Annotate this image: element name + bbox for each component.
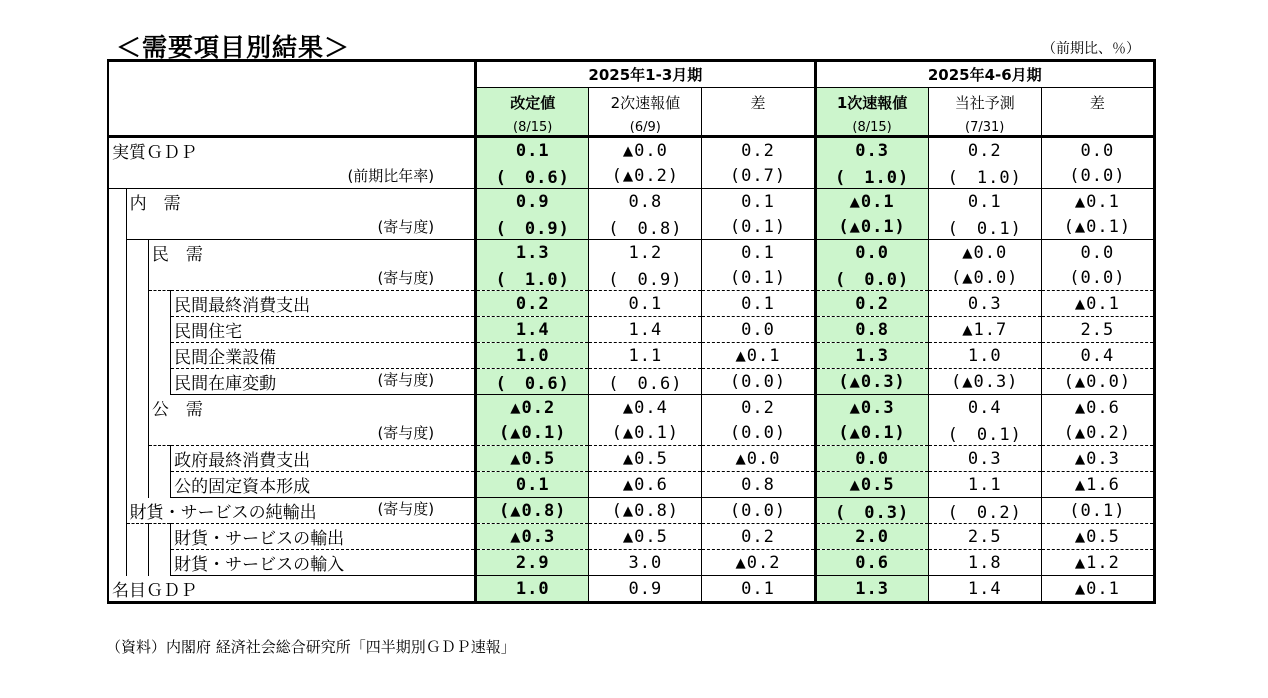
col-q1-revised-name: 改定値	[510, 94, 556, 112]
row-label	[148, 420, 475, 446]
value-cell: ( 0.6)	[476, 163, 589, 189]
table-row	[108, 550, 1155, 576]
value-cell: 0.8	[815, 317, 928, 343]
row-sublabel: (寄与度)	[377, 500, 435, 518]
value-cell: 1.4	[589, 317, 702, 343]
indent-spacer	[108, 214, 126, 240]
value-cell: 0.9	[476, 189, 589, 215]
row-sublabel: (寄与度)	[377, 269, 435, 287]
row-label	[126, 498, 475, 524]
value-cell: 0.6	[815, 550, 928, 576]
indent-spacer	[108, 524, 126, 550]
value-cell: ▲0.2	[476, 395, 589, 421]
row-label-text: 民間住宅	[174, 322, 243, 342]
value-cell: ( 1.0)	[928, 163, 1041, 189]
value-cell: ▲0.1	[815, 189, 928, 215]
value-cell: 0.2	[928, 137, 1041, 164]
row-label	[171, 343, 476, 369]
value-cell: 0.1	[702, 240, 815, 266]
row-label	[148, 240, 475, 266]
row-label	[108, 163, 476, 189]
value-cell: (▲0.1)	[589, 420, 702, 446]
value-cell: (▲0.0)	[1041, 369, 1154, 395]
value-cell: (▲0.8)	[589, 498, 702, 524]
col-q2-forecast-name: 当社予測	[954, 94, 1015, 112]
value-cell: ▲0.1	[1041, 576, 1154, 603]
page-title: ＜需要項目別結果＞	[116, 33, 351, 62]
col-q2-forecast	[928, 88, 1041, 137]
row-label	[148, 395, 475, 421]
row-label-text: 内 需	[129, 194, 181, 214]
table-row	[108, 524, 1155, 550]
source-note: （資料）内閣府 経済社会総合研究所「四半期別ＧＤＰ速報」	[106, 638, 516, 656]
value-cell: (▲0.2)	[1041, 420, 1154, 446]
value-cell: ▲0.1	[702, 343, 815, 369]
value-cell: 1.2	[589, 240, 702, 266]
table-row	[108, 343, 1155, 369]
table-row	[108, 420, 1155, 446]
value-cell: ▲0.5	[476, 446, 589, 472]
value-cell: 2.5	[928, 524, 1041, 550]
row-sublabel: (寄与度)	[377, 371, 435, 389]
row-label	[171, 291, 476, 317]
value-cell: ( 0.9)	[589, 265, 702, 291]
indent-spacer	[148, 472, 170, 498]
indent-spacer	[148, 369, 170, 395]
col-q1-revised	[476, 88, 589, 137]
value-cell: 0.0	[1041, 137, 1154, 164]
value-cell: 0.3	[928, 291, 1041, 317]
value-cell: 0.0	[702, 317, 815, 343]
value-cell: (0.1)	[1041, 498, 1154, 524]
value-cell: (0.0)	[1041, 163, 1154, 189]
value-cell: 1.0	[476, 343, 589, 369]
value-cell: 1.8	[928, 550, 1041, 576]
indent-spacer	[108, 395, 126, 421]
value-cell: 0.0	[815, 240, 928, 266]
value-cell: ( 0.0)	[815, 265, 928, 291]
value-cell: ( 0.1)	[928, 420, 1041, 446]
value-cell: ▲1.7	[928, 317, 1041, 343]
table-row	[108, 395, 1155, 421]
value-cell: 0.3	[815, 137, 928, 164]
row-label-text: 財貨・サービスの純輸出	[129, 503, 317, 523]
value-cell: ▲0.0	[589, 137, 702, 164]
value-cell: 0.1	[702, 576, 815, 603]
indent-spacer	[108, 265, 126, 291]
indent-spacer	[126, 395, 148, 421]
table-row	[108, 214, 1155, 240]
indent-spacer	[126, 446, 148, 472]
value-cell: 0.2	[702, 524, 815, 550]
indent-spacer	[108, 446, 126, 472]
value-cell: (▲0.1)	[815, 420, 928, 446]
col-q2-diff	[1041, 88, 1154, 137]
col-q2-first	[815, 88, 928, 137]
value-cell: 0.2	[815, 291, 928, 317]
row-label	[171, 369, 476, 395]
indent-spacer	[108, 550, 126, 576]
row-label-text: 民間企業設備	[174, 348, 277, 368]
row-label-text	[127, 216, 130, 236]
col-q1-diff	[702, 88, 815, 137]
indent-spacer	[108, 498, 126, 524]
value-cell: ( 0.8)	[589, 214, 702, 240]
value-cell: ▲0.0	[928, 240, 1041, 266]
row-label	[171, 472, 476, 498]
row-label-text: 民 需	[151, 245, 203, 265]
value-cell: 1.0	[476, 576, 589, 603]
row-label-text	[149, 422, 152, 442]
col-q1-second-date: (6/9)	[629, 120, 661, 135]
value-cell: 0.2	[702, 395, 815, 421]
value-cell: 2.0	[815, 524, 928, 550]
col-q2-first-date: (8/15)	[852, 120, 892, 135]
value-cell: (▲0.8)	[476, 498, 589, 524]
header-row-period	[108, 61, 1155, 88]
indent-spacer	[148, 446, 170, 472]
indent-spacer	[108, 343, 126, 369]
row-label	[171, 550, 476, 576]
row-label-text: 民間最終消費支出	[174, 296, 311, 316]
indent-spacer	[126, 291, 148, 317]
table-row	[108, 291, 1155, 317]
value-cell: (▲0.1)	[476, 420, 589, 446]
col-q1-diff-name: 差	[750, 94, 766, 112]
indent-spacer	[108, 317, 126, 343]
value-cell: ▲0.1	[1041, 291, 1154, 317]
value-cell: 0.0	[815, 446, 928, 472]
header-corner	[108, 61, 476, 137]
row-label	[126, 189, 475, 215]
value-cell: ▲1.2	[1041, 550, 1154, 576]
col-q2-forecast-date: (7/31)	[965, 120, 1005, 135]
value-cell: ( 1.0)	[815, 163, 928, 189]
value-cell: 0.1	[702, 291, 815, 317]
value-cell: (▲0.1)	[1041, 214, 1154, 240]
indent-spacer	[126, 240, 148, 266]
value-cell: 0.8	[702, 472, 815, 498]
indent-spacer	[108, 291, 126, 317]
indent-spacer	[148, 343, 170, 369]
value-cell: ( 0.6)	[589, 369, 702, 395]
value-cell: (0.0)	[702, 420, 815, 446]
row-label-text: 政府最終消費支出	[174, 451, 311, 471]
value-cell: 0.1	[702, 189, 815, 215]
value-cell: ▲0.5	[1041, 524, 1154, 550]
row-label	[171, 317, 476, 343]
value-cell: (▲0.3)	[815, 369, 928, 395]
row-label	[171, 524, 476, 550]
value-cell: 2.9	[476, 550, 589, 576]
value-cell: ▲0.2	[702, 550, 815, 576]
value-cell: 1.1	[589, 343, 702, 369]
row-label	[126, 214, 475, 240]
value-cell: (0.0)	[702, 369, 815, 395]
table-row	[108, 369, 1155, 395]
indent-spacer	[126, 550, 148, 576]
indent-spacer	[126, 343, 148, 369]
value-cell: 2.5	[1041, 317, 1154, 343]
row-label-text: 名目ＧＤＰ	[112, 581, 197, 601]
indent-spacer	[126, 317, 148, 343]
table-row	[108, 265, 1155, 291]
value-cell: ( 1.0)	[476, 265, 589, 291]
table-row	[108, 240, 1155, 266]
value-cell: 1.4	[476, 317, 589, 343]
value-cell: (▲0.1)	[815, 214, 928, 240]
indent-spacer	[126, 524, 148, 550]
table-row	[108, 137, 1155, 164]
row-label-text: 公的固定資本形成	[174, 477, 311, 497]
value-cell: 0.0	[1041, 240, 1154, 266]
value-cell: ▲0.5	[815, 472, 928, 498]
value-cell: 0.2	[702, 137, 815, 164]
gdp-table	[107, 59, 1156, 604]
value-cell: (0.0)	[1041, 265, 1154, 291]
indent-spacer	[148, 291, 170, 317]
row-sublabel: (寄与度)	[377, 218, 435, 236]
value-cell: ▲0.1	[1041, 189, 1154, 215]
row-label-text: 民間在庫変動	[174, 374, 277, 394]
table-row	[108, 317, 1155, 343]
table-row	[108, 472, 1155, 498]
value-cell: 1.3	[815, 576, 928, 603]
indent-spacer	[108, 189, 126, 215]
value-cell: 0.1	[928, 189, 1041, 215]
indent-spacer	[126, 369, 148, 395]
row-label-text: 実質ＧＤＰ	[112, 143, 197, 163]
value-cell: 0.1	[476, 137, 589, 164]
table-row	[108, 163, 1155, 189]
value-cell: 0.4	[1041, 343, 1154, 369]
col-q2-diff-name: 差	[1089, 94, 1105, 112]
value-cell: ▲0.3	[815, 395, 928, 421]
row-label	[148, 265, 475, 291]
table-row	[108, 498, 1155, 524]
value-cell: 1.3	[476, 240, 589, 266]
row-sublabel: (前期比年率)	[347, 167, 435, 185]
col-q1-second-name: 2次速報値	[610, 94, 681, 112]
col-q1-revised-date: (8/15)	[513, 120, 553, 135]
row-label-text: 財貨・サービスの輸出	[174, 529, 345, 549]
indent-spacer	[108, 420, 126, 446]
table-row	[108, 576, 1155, 603]
header-q2: 2025年4-6月期	[815, 61, 1154, 88]
row-label-text	[149, 267, 152, 287]
row-sublabel: (寄与度)	[377, 424, 435, 442]
value-cell: ▲1.6	[1041, 472, 1154, 498]
value-cell: 0.1	[476, 472, 589, 498]
value-cell: (▲0.2)	[589, 163, 702, 189]
value-cell: (0.7)	[702, 163, 815, 189]
value-cell: 0.9	[589, 576, 702, 603]
indent-spacer	[148, 317, 170, 343]
value-cell: ( 0.1)	[928, 214, 1041, 240]
value-cell: ▲0.5	[589, 524, 702, 550]
value-cell: ▲0.6	[1041, 395, 1154, 421]
value-cell: 1.3	[815, 343, 928, 369]
row-label-text	[109, 165, 112, 185]
table-row	[108, 446, 1155, 472]
value-cell: ▲0.4	[589, 395, 702, 421]
value-cell: (0.0)	[702, 498, 815, 524]
value-cell: ▲0.0	[702, 446, 815, 472]
indent-spacer	[108, 369, 126, 395]
indent-spacer	[126, 472, 148, 498]
unit-label: （前期比、％）	[1042, 41, 1140, 57]
value-cell: (▲0.0)	[928, 265, 1041, 291]
value-cell: 1.0	[928, 343, 1041, 369]
indent-spacer	[108, 472, 126, 498]
value-cell: ▲0.3	[1041, 446, 1154, 472]
row-label-text: 財貨・サービスの輸入	[174, 555, 345, 575]
row-label	[108, 137, 476, 164]
value-cell: 0.1	[589, 291, 702, 317]
value-cell: (0.1)	[702, 214, 815, 240]
value-cell: 0.8	[589, 189, 702, 215]
col-q2-first-name: 1次速報値	[836, 94, 908, 112]
header-q1: 2025年1-3月期	[476, 61, 815, 88]
value-cell: 0.2	[476, 291, 589, 317]
indent-spacer	[148, 550, 170, 576]
value-cell: ( 0.2)	[928, 498, 1041, 524]
indent-spacer	[126, 265, 148, 291]
row-label	[108, 576, 476, 603]
indent-spacer	[108, 240, 126, 266]
table-row	[108, 189, 1155, 215]
value-cell: ( 0.9)	[476, 214, 589, 240]
value-cell: 3.0	[589, 550, 702, 576]
col-q1-second	[589, 88, 702, 137]
value-cell: 0.3	[928, 446, 1041, 472]
value-cell: (0.1)	[702, 265, 815, 291]
indent-spacer	[148, 524, 170, 550]
value-cell: 1.1	[928, 472, 1041, 498]
value-cell: ( 0.6)	[476, 369, 589, 395]
value-cell: ▲0.3	[476, 524, 589, 550]
value-cell: 1.4	[928, 576, 1041, 603]
indent-spacer	[126, 420, 148, 446]
value-cell: ▲0.5	[589, 446, 702, 472]
value-cell: ( 0.3)	[815, 498, 928, 524]
row-label-text: 公 需	[151, 400, 203, 420]
value-cell: (▲0.3)	[928, 369, 1041, 395]
value-cell: 0.4	[928, 395, 1041, 421]
value-cell: ▲0.6	[589, 472, 702, 498]
row-label	[171, 446, 476, 472]
